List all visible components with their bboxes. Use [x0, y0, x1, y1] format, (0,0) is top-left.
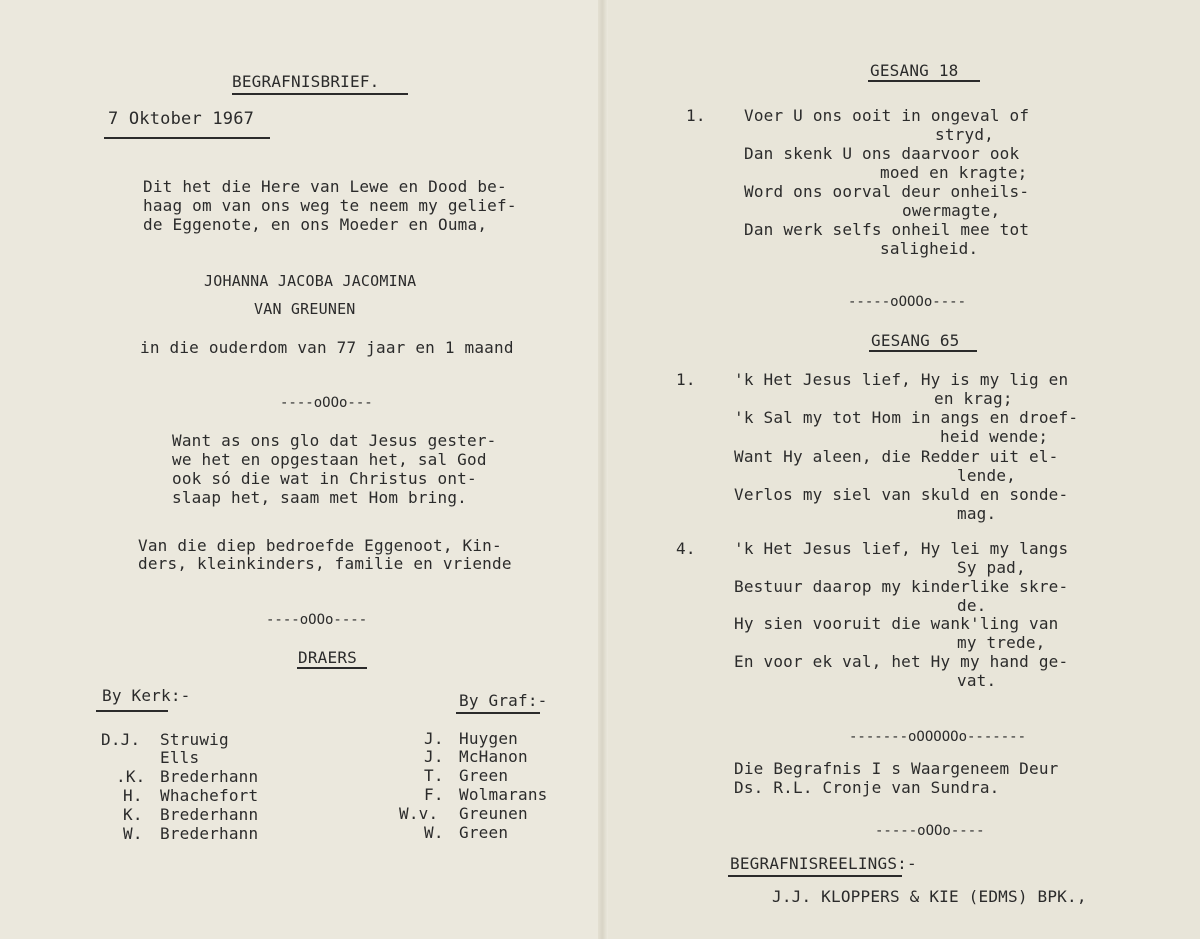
by-graf-underline — [456, 712, 540, 714]
hymn-18-line-2: stryd, — [935, 125, 994, 144]
separator-1: ----oOOo--- — [280, 395, 373, 411]
kerk-name-1: Struwig — [160, 730, 229, 749]
hymn-18-line-8: saligheid. — [880, 239, 979, 258]
graf-name-2: McHanon — [459, 747, 528, 766]
graf-name-5: Greunen — [459, 804, 528, 823]
hymn-18-line-5: Word ons oorval deur onheils- — [744, 182, 1030, 201]
kerk-name-4: Whachefort — [160, 786, 259, 805]
kerk-name-5: Brederhann — [160, 805, 259, 824]
hymn-65-v1-line-7: Verlos my siel van skuld en sonde- — [734, 485, 1069, 504]
hymn-18-underline — [868, 80, 980, 82]
hymn-65-v4-line-3: Bestuur daarop my kinderlike skre- — [734, 577, 1069, 596]
undertaker-name: J.J. KLOPPERS & KIE (EDMS) BPK., — [772, 887, 1087, 906]
by-graf-heading: By Graf:- — [459, 691, 548, 710]
by-kerk-underline — [96, 710, 168, 712]
verse-line-2: we het en opgestaan het, sal God — [172, 450, 487, 469]
page-fold — [598, 0, 608, 939]
bearers-underline — [297, 667, 367, 669]
hymn-65-v1-line-1: 'k Het Jesus lief, Hy is my lig en — [734, 370, 1069, 389]
kerk-initial-5: K. — [123, 805, 143, 824]
verse-line-1: Want as ons glo dat Jesus gester- — [172, 431, 497, 450]
service-line-1: Die Begrafnis I s Waargeneem Deur — [734, 759, 1059, 778]
graf-name-3: Green — [459, 766, 509, 785]
deceased-name-line-2: VAN GREUNEN — [254, 300, 356, 318]
hymn-18-verse-number: 1. — [686, 106, 706, 125]
hymn-65-v1-line-3: 'k Sal my tot Hom in angs en droef- — [734, 408, 1079, 427]
kerk-name-6: Brederhann — [160, 824, 259, 843]
hymn-18-line-3: Dan skenk U ons daarvoor ook — [744, 144, 1020, 163]
hymn-65-v1-line-2: en krag; — [934, 389, 1013, 408]
graf-initial-1: J. — [424, 729, 444, 748]
deceased-name-line-1: JOHANNA JACOBA JACOMINA — [204, 272, 417, 290]
hymn-65-v1-line-8: mag. — [957, 504, 997, 523]
intro-line-1: Dit het die Here van Lewe en Dood be- — [143, 177, 507, 196]
hymn-65-v4-line-5: Hy sien vooruit die wank'ling van — [734, 614, 1059, 633]
hymn-18-line-1: Voer U ons ooit in ongeval of — [744, 106, 1030, 125]
arrangements-title: BEGRAFNISREELINGS:- — [730, 854, 917, 873]
graf-name-4: Wolmarans — [459, 785, 548, 804]
letter-date: 7 Oktober 1967 — [108, 109, 255, 129]
graf-initial-3: T. — [424, 766, 444, 785]
mourners-line-1: Van die diep bedroefde Eggenoot, Kin- — [138, 536, 502, 555]
mourners-line-2: ders, kleinkinders, familie en vriende — [138, 554, 512, 573]
by-kerk-heading: By Kerk:- — [102, 686, 191, 705]
hymn-65-v4-line-1: 'k Het Jesus lief, Hy lei my langs — [734, 539, 1069, 558]
hymn-65-verse-1-number: 1. — [676, 370, 696, 389]
hymn-18-line-7: Dan werk selfs onheil mee tot — [744, 220, 1030, 239]
kerk-name-2: Ells — [160, 748, 200, 767]
hymn-18-line-4: moed en kragte; — [880, 163, 1028, 182]
hymn-65-v4-line-4: de. — [957, 596, 987, 615]
title-underline — [232, 93, 408, 95]
bearers-title: DRAERS — [298, 648, 357, 667]
kerk-name-3: Brederhann — [160, 767, 259, 786]
right-page — [602, 0, 1200, 939]
service-line-2: Ds. R.L. Cronje van Sundra. — [734, 778, 1000, 797]
hymn-18-title: GESANG 18 — [870, 61, 959, 80]
graf-initial-6: W. — [424, 823, 444, 842]
verse-line-3: ook só die wat in Christus ont- — [172, 469, 477, 488]
hymn-65-v4-line-8: vat. — [957, 671, 997, 690]
hymn-65-underline — [869, 350, 977, 352]
graf-initial-5: W.v. — [399, 804, 439, 823]
graf-initial-2: J. — [424, 747, 444, 766]
hymn-65-v4-line-2: Sy pad, — [957, 558, 1026, 577]
kerk-initial-6: W. — [123, 824, 143, 843]
hymn-65-v1-line-5: Want Hy aleen, die Redder uit el- — [734, 447, 1059, 466]
right-separator-2: -------oOOOOOo------- — [849, 729, 1027, 745]
right-separator-3: -----oOOo---- — [875, 823, 985, 839]
date-underline — [104, 137, 270, 139]
arrangements-underline — [728, 875, 902, 877]
hymn-65-verse-4-number: 4. — [676, 539, 696, 558]
letter-title: BEGRAFNISBRIEF. — [232, 72, 380, 91]
hymn-65-v4-line-7: En voor ek val, het Hy my hand ge- — [734, 652, 1069, 671]
graf-name-1: Huygen — [459, 729, 518, 748]
separator-2: ----oOOo---- — [266, 612, 368, 628]
verse-line-4: slaap het, saam met Hom bring. — [172, 488, 467, 507]
hymn-65-v4-line-6: my trede, — [957, 633, 1046, 652]
kerk-initial-4: H. — [123, 786, 143, 805]
graf-name-6: Green — [459, 823, 509, 842]
hymn-65-title: GESANG 65 — [871, 331, 960, 350]
hymn-65-v1-line-4: heid wende; — [940, 427, 1049, 446]
kerk-initial-3: .K. — [116, 767, 146, 786]
intro-line-2: haag om van ons weg te neem my gelief- — [143, 196, 517, 215]
intro-line-3: de Eggenote, en ons Moeder en Ouma, — [143, 215, 488, 234]
graf-initial-4: F. — [424, 785, 444, 804]
right-separator-1: -----oOOOo---- — [848, 294, 967, 310]
kerk-initial-1: D.J. — [101, 730, 141, 749]
age-line: in die ouderdom van 77 jaar en 1 maand — [140, 338, 514, 357]
hymn-65-v1-line-6: lende, — [957, 466, 1016, 485]
hymn-18-line-6: owermagte, — [902, 201, 1001, 220]
